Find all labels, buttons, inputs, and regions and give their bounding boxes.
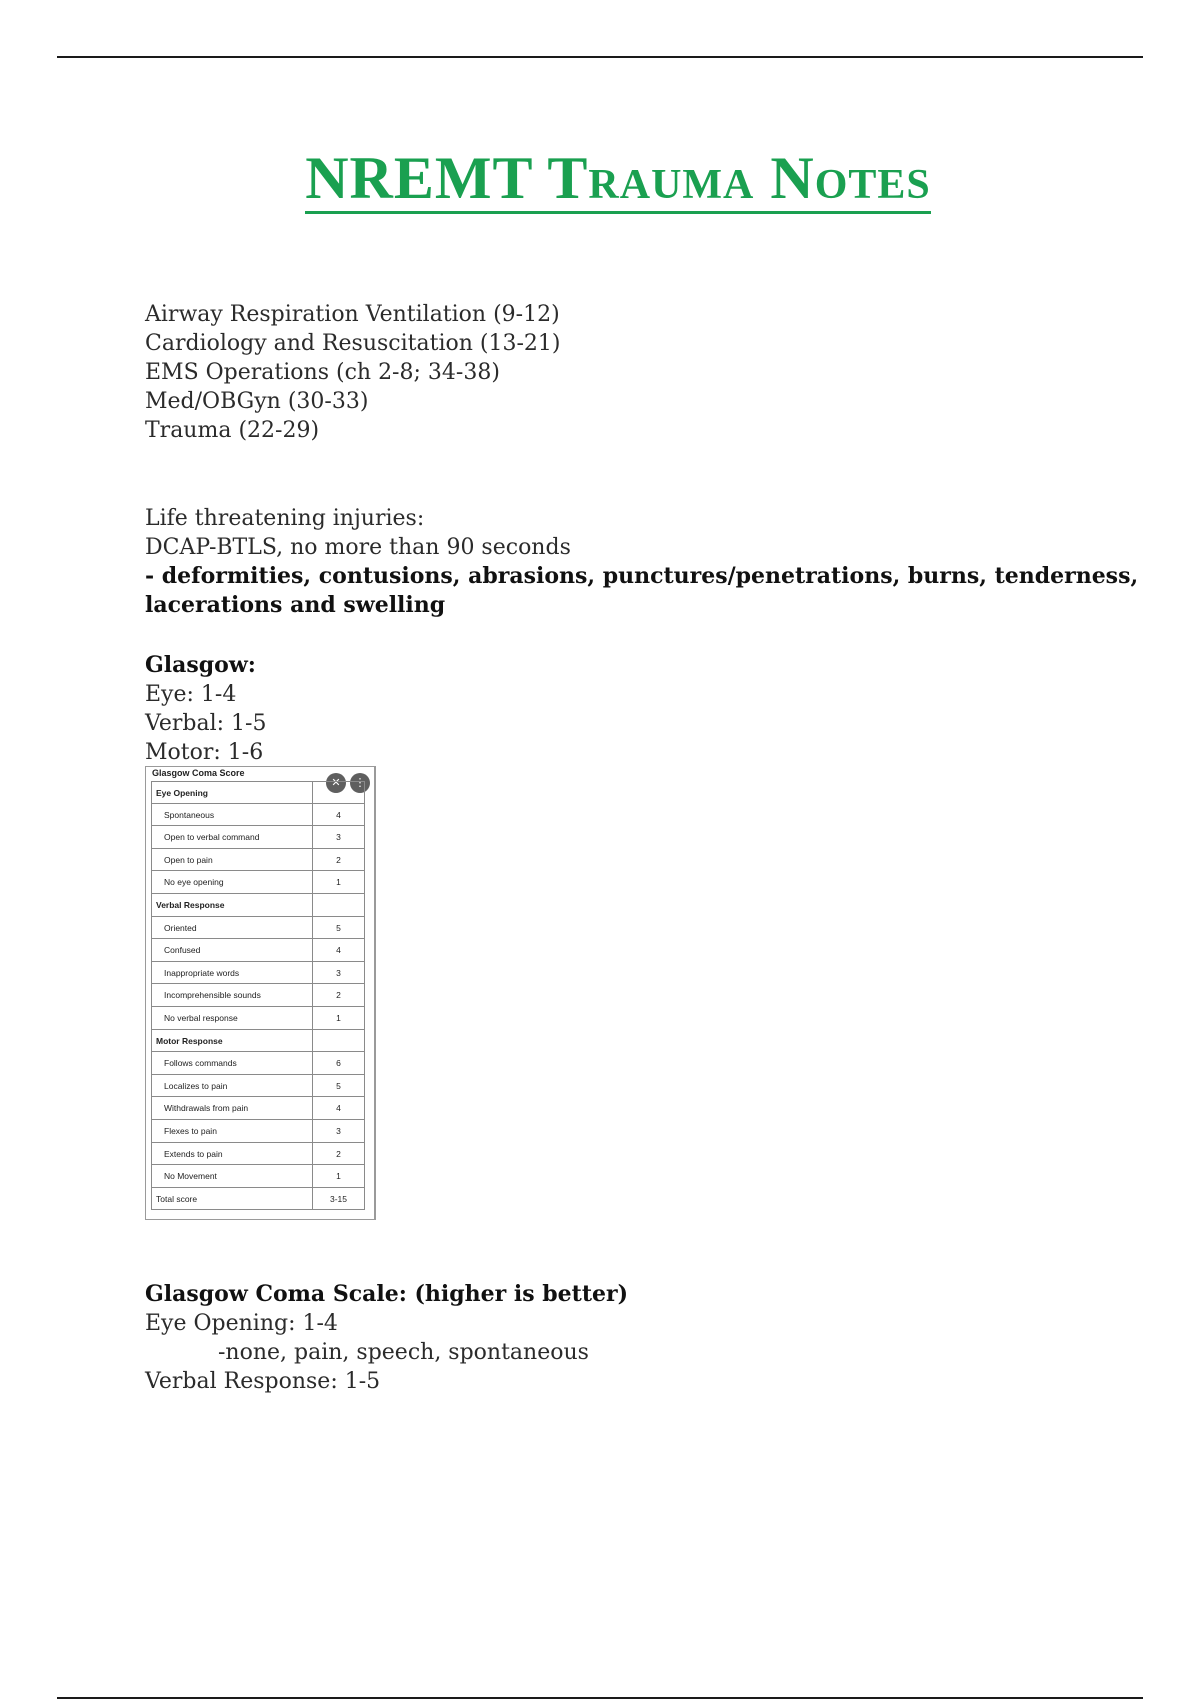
more-options-icon[interactable]: ⋮: [350, 773, 370, 793]
table-row: [151, 939, 365, 962]
gcs-row-score: 2: [336, 1148, 341, 1159]
table-row: [151, 781, 365, 804]
gcs-row-score: [313, 1030, 364, 1052]
gcs-row-label: Eye Opening: [152, 782, 313, 803]
gcs-table-title: Glasgow Coma Score: [152, 768, 245, 778]
gcs-row-score: 2: [336, 854, 341, 865]
gcs-row-score: 3: [336, 832, 341, 843]
table-row: [151, 984, 365, 1007]
table-row: [151, 1097, 365, 1120]
gcs-row-score: 5: [336, 922, 341, 933]
gcs-row-score: 1: [336, 877, 341, 888]
table-row: [151, 1075, 365, 1098]
table-row: [151, 1030, 365, 1053]
gcs-row-score: [313, 782, 364, 803]
gcs-row-label: Extends to pain: [152, 1143, 313, 1165]
gcs-row-score: 4: [336, 809, 341, 820]
gcs-row-label: Oriented: [152, 917, 313, 939]
gcs-row-label: Incomprehensible sounds: [152, 984, 313, 1006]
gcs-row-label: Verbal Response: [152, 894, 313, 916]
gcs-row-score: [313, 894, 364, 916]
close-icon[interactable]: ✕: [326, 773, 346, 793]
gcs-row-label: Flexes to pain: [152, 1120, 313, 1142]
gcs-row-label: Total score: [152, 1188, 313, 1210]
gcs-row-score: 3: [336, 967, 341, 978]
gcs-rows: [151, 781, 365, 1210]
glasgow-coma-score-table: [145, 766, 376, 1220]
table-row: [151, 894, 365, 917]
gcs-scale-section: [145, 1280, 628, 1396]
gcs-row-label: Confused: [152, 939, 313, 961]
table-row: [151, 962, 365, 985]
glasgow-motor: Motor: 1-6: [145, 740, 264, 765]
title-text: NREMT Trauma Notes: [305, 145, 931, 214]
top-rule: [57, 56, 1143, 58]
chapter-list: [145, 300, 561, 445]
gcs-row-label: Spontaneous: [152, 804, 313, 826]
dcap-btls-line: DCAP-BTLS, no more than 90 seconds: [145, 535, 571, 560]
glasgow-section: [145, 651, 266, 767]
bottom-rule: [57, 1697, 1143, 1699]
gcs-row-label: Inappropriate words: [152, 962, 313, 984]
gcs-row-label: Localizes to pain: [152, 1075, 313, 1097]
gcs-eye-detail: -none, pain, speech, spontaneous: [218, 1340, 589, 1365]
table-row: [151, 1165, 365, 1188]
dcap-btls-detail-1: - deformities, contusions, abrasions, punctures/penetrations, burns, tenderness,: [145, 563, 1139, 589]
table-row: [151, 1007, 365, 1030]
gcs-scale-heading: Glasgow Coma Scale: (higher is better): [145, 1281, 628, 1307]
gcs-verbal-response: Verbal Response: 1-5: [145, 1369, 381, 1394]
gcs-row-score: 1: [336, 1012, 341, 1023]
gcs-row-score: 4: [336, 945, 341, 956]
gcs-row-score: 2: [336, 990, 341, 1001]
gcs-row-label: Open to verbal command: [152, 826, 313, 848]
table-row: [151, 871, 365, 894]
table-row: [151, 1188, 365, 1211]
table-row: [151, 917, 365, 940]
glasgow-eye: Eye: 1-4: [145, 682, 237, 707]
glasgow-verbal: Verbal: 1-5: [145, 711, 267, 736]
gcs-row-score: 1: [336, 1171, 341, 1182]
gcs-row-label: Motor Response: [152, 1030, 313, 1052]
chapter-item: EMS Operations (ch 2-8; 34-38): [145, 360, 500, 385]
gcs-row-label: Open to pain: [152, 849, 313, 871]
gcs-row-label: Follows commands: [152, 1052, 313, 1074]
chapter-item: Cardiology and Resuscitation (13-21): [145, 331, 561, 356]
gcs-row-label: No eye opening: [152, 871, 313, 893]
dcap-btls-detail-2: lacerations and swelling: [145, 592, 446, 618]
chapter-item: Trauma (22-29): [145, 418, 320, 443]
chapter-item: Med/OBGyn (30-33): [145, 389, 369, 414]
gcs-eye-opening: Eye Opening: 1-4: [145, 1311, 338, 1336]
table-row: [151, 1052, 365, 1075]
life-threatening-heading: Life threatening injuries:: [145, 506, 425, 531]
life-threatening-section: [145, 504, 1138, 620]
gcs-row-label: No verbal response: [152, 1007, 313, 1029]
table-row: [151, 804, 365, 827]
chapter-item: Airway Respiration Ventilation (9-12): [145, 302, 560, 327]
table-row: [151, 826, 365, 849]
gcs-row-score: 3: [336, 1125, 341, 1136]
table-row: [151, 849, 365, 872]
gcs-row-score: 6: [336, 1058, 341, 1069]
table-row: [151, 1120, 365, 1143]
table-row: [151, 1143, 365, 1166]
gcs-row-label: Withdrawals from pain: [152, 1097, 313, 1119]
glasgow-heading: Glasgow:: [145, 652, 256, 678]
gcs-row-score: 5: [336, 1080, 341, 1091]
page-title: [0, 145, 1200, 211]
gcs-row-score: 4: [336, 1103, 341, 1114]
gcs-row-label: No Movement: [152, 1165, 313, 1187]
gcs-row-score: 3-15: [329, 1193, 347, 1204]
